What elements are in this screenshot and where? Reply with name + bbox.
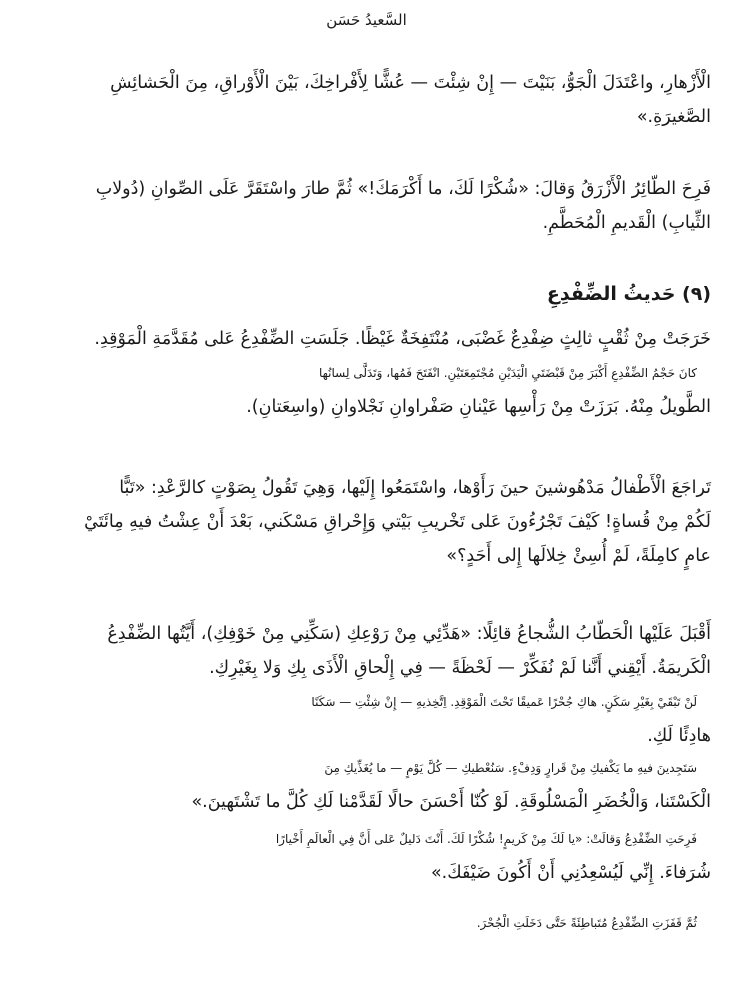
text-line: الطَّويلُ مِنْهُ. بَرَزَتْ مِنْ رَأْسِها عَيْنانِ صَفْراوانِ نَجْلاوانِ (واسِعَتانِ).	[246, 397, 711, 417]
text-line: الْأَزْهارِ، واعْتَدَلَ الْجَوُّ، بَنَيْتَ — إِنْ شِئْتَ — عُشًّا لِأَفْراخِكَ، بَيْنَ الْأَوْراقِ، مِنَ الْحَشائِشِ	[110, 73, 711, 93]
text-line: هادِئًا لَكِ.	[647, 726, 711, 746]
text-line: تَراجَعَ الْأَطْفالُ مَدْهُوشينَ حينَ رَأَوْها، واسْتَمَعُوا إِلَيْها، وَهِيَ تَقُولُ بِصَوْتٍ كالرَّعْدِ: «تَبًّا	[119, 478, 711, 498]
text-line: شُرَفاءَ. إِنِّي لَيُسْعِدُنِي أَنْ أَكُونَ ضَيْفَكَ.»	[430, 863, 711, 883]
text-line: ثُمَّ قَفَزَتِ الضِّفْدِعُ مُتَباطِئَةً حَتَّى دَخَلَتِ الْجُحْرَ.	[476, 916, 697, 930]
text-line: فَرِحَ الطّائِرُ الْأَزْرَقُ وَقالَ: «شُكْرًا لَكَ، ما أَكْرَمَكَ!» ثُمَّ طارَ واسْتَقَرَّ عَلَى الصِّوانِ (دُولابِ	[95, 179, 711, 199]
text-line: لَكُمْ مِنْ قُساةٍ! كَيْفَ تَجْرُءُونَ عَلى تَخْريبِ بَيْتي وَإِحْراقِ مَسْكَني، بَعْدَ أَنْ عِشْتُ فيهِ مِائَتَيْ	[84, 512, 711, 532]
text-line: فَرِحَتِ الضِّفْدِعُ وَقالَتْ: «يا لَكَ مِنْ كَريمٍ! شُكْرًا لَكَ. أَنْتَ دَليلٌ عَلى أَنَّ فِي الْعالَمِ أَخْيارًا	[275, 832, 697, 846]
section-heading: (٩) حَديثُ الضِّفْدِعِ	[546, 283, 711, 305]
text-line: سَتَجِدينَ فيهِ ما يَكْفيكِ مِنْ قَرارٍ وَدِفْءٍ. سَنُعْطيكِ — كُلَّ يَوْمٍ — ما يُغَذِّيكِ مِنَ	[324, 761, 697, 775]
paragraph	[21, 906, 711, 940]
text-line: لَنْ تَبْقَيْ بِغَيْرِ سَكَنٍ. هاكِ جُحْرًا عَميقًا تَحْتَ الْمَوْقِدِ. اِتَّخِذيهِ — إِنْ شِئْتِ — سَكَنًا	[311, 695, 697, 709]
text-line: الْكَسْتَنا، وَالْخُضَرِ الْمَسْلُوقَةِ. لَوْ كُنّا أَحْسَنَ حالًا لَقَدَّمْنا لَكِ كُلَّ ما تَشْتَهينَ.»	[191, 792, 711, 812]
page-header-author: السَّعيدُ حَسَن	[326, 11, 407, 29]
paragraph	[21, 322, 711, 424]
paragraph	[21, 172, 711, 240]
text-line: الصَّغيرَةِ.»	[636, 107, 711, 127]
paragraph	[21, 822, 711, 890]
text-line: أَقْبَلَ عَلَيْها الْحَطّابُ الشُّجاعُ قائِلًا: «هَدِّئِي مِنْ رَوْعِكِ (سَكِّنِي مِنْ خَوْفِكِ)، أَيَّتُها الضِّفْدِعُ	[107, 624, 711, 644]
paragraph	[21, 471, 711, 573]
paragraph	[21, 751, 711, 819]
text-line: عامٍ كامِلَةً، لَمْ أُسِئْ خِلالَها إِلى أَحَدٍ؟»	[446, 546, 711, 566]
paragraph	[21, 617, 711, 753]
text-line: الْكَريمَةُ. أَيْقِني أَنَّنا لَمْ نُفَكِّرْ — لَحْظَةً — فِي إِلْحاقِ الْأَذَى بِكِ وَلا بِغَيْرِكِ.	[209, 658, 711, 678]
paragraph	[21, 66, 711, 134]
text-line: كانَ حَجْمُ الضِّفْدِعِ أَكْبَرَ مِنْ قَبْضَتَيِ الْيَدَيْنِ مُجْتَمِعَتَيْنِ. انْفَتَحَ فَمُها، وَتَدَلَّى لِسانُها	[318, 366, 697, 380]
text-line: خَرَجَتْ مِنْ ثُقْبٍ ثالِثٍ ضِفْدِعٌ غَضْبَى، مُنْتَفِخَةٌ غَيْظًا. جَلَسَتِ الضِّفْدِعُ عَلى مُقَدَّمَةِ الْمَوْقِدِ.	[94, 329, 711, 349]
text-line: الثِّيابِ) الْقَديمِ الْمُحَطَّمِ.	[542, 213, 711, 233]
